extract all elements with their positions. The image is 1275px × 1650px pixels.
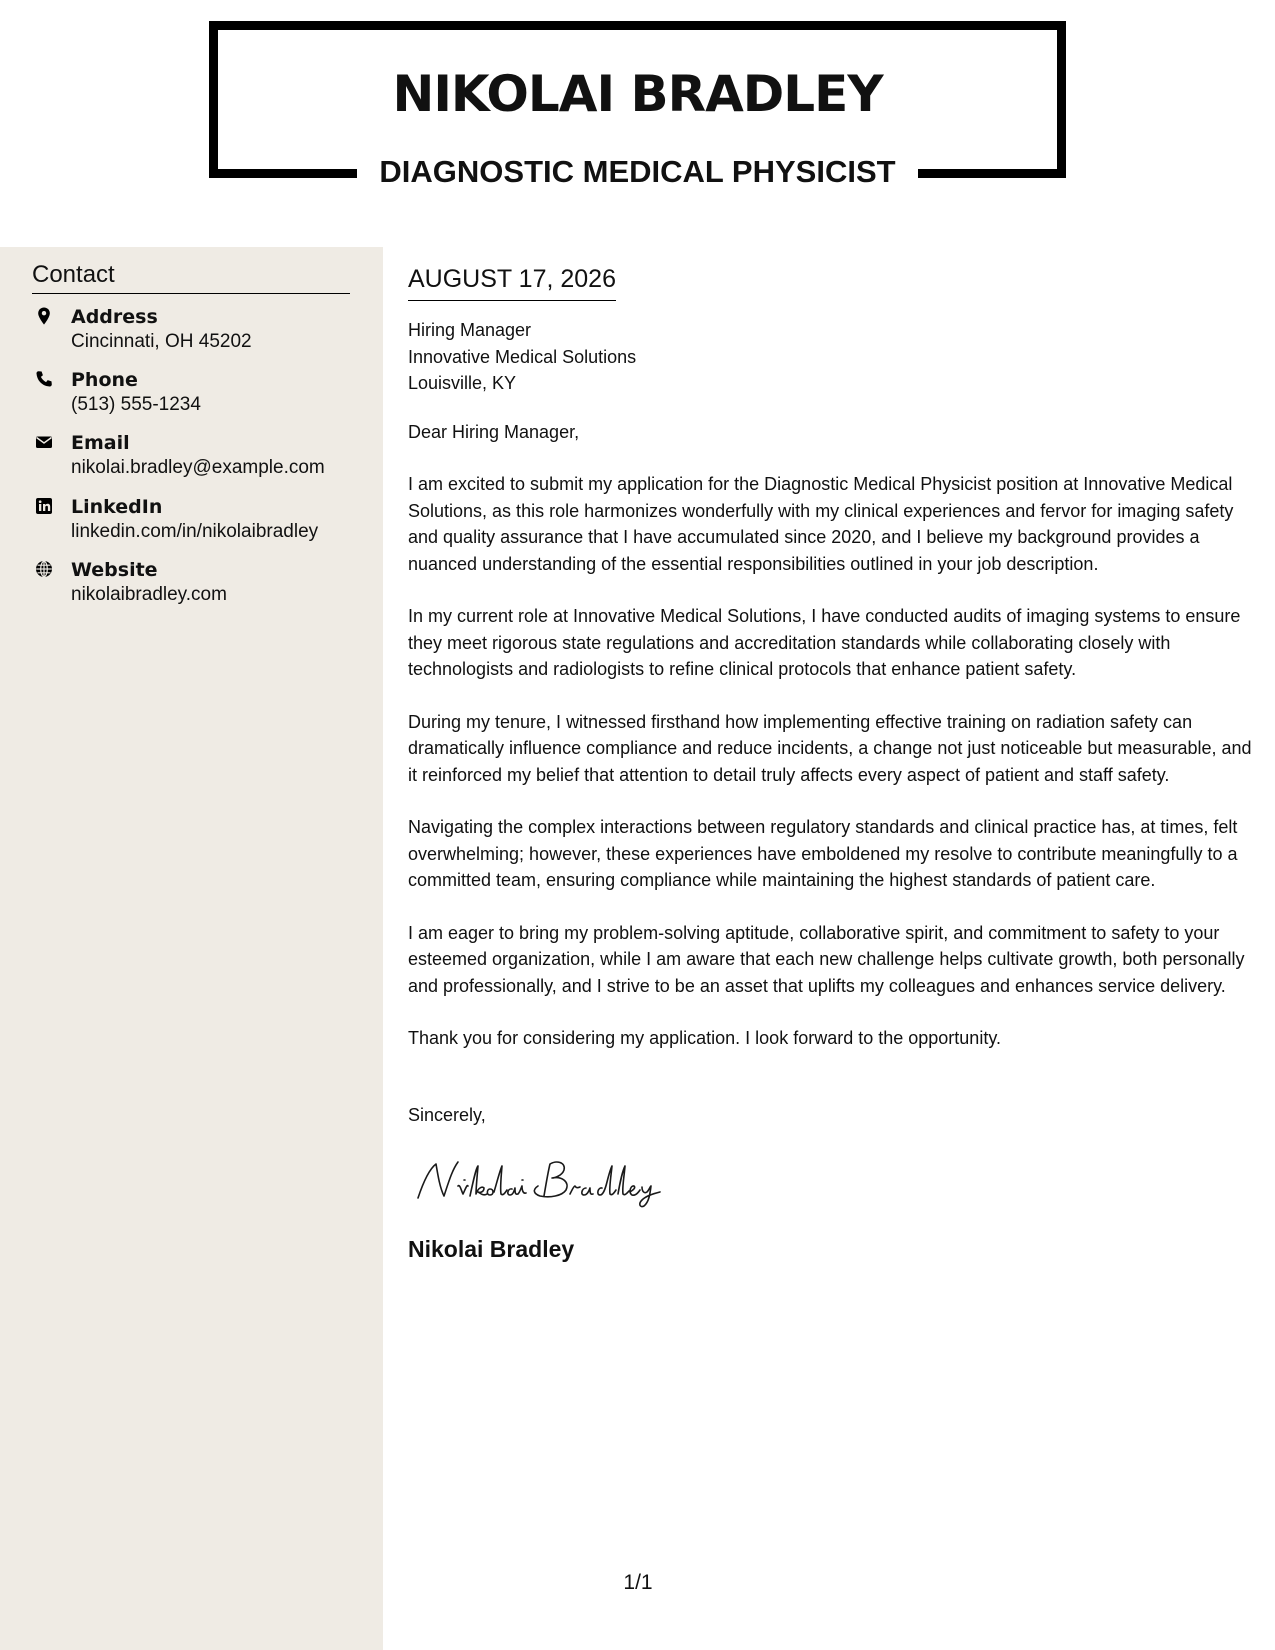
contact-linkedin <box>32 494 372 544</box>
contact-label: Address <box>71 306 158 328</box>
letter-paragraph: I am excited to submit my application for the Diagnostic Medical Physicist position at Innovative Medical Solutions, as this role harmonizes wonderfully with my clinical experiences and fervor for imaging safety and quality assurance that I have accumulated since 2020, and I believe my background provides a nuanced understanding of the essential responsibilities outlined in your job description. <box>408 474 1234 574</box>
letter-date: AUGUST 17, 2026 <box>408 262 616 301</box>
recipient-line: Hiring Manager <box>408 320 532 340</box>
envelope-icon <box>35 433 53 451</box>
contact-label: Email <box>71 432 130 454</box>
salutation: Dear Hiring Manager, <box>408 421 580 442</box>
recipient-block <box>408 317 1253 397</box>
letter-paragraph: I am eager to bring my problem-solving aptitude, collaborative spirit, and commitment to safety to your esteemed organization, while I am aware that each new challenge helps cultivate growth, both personally and professionally, and I strive to be an asset that uplifts my colleagues and enhances service delivery. <box>408 922 1245 996</box>
globe-icon <box>35 560 53 578</box>
contact-label: Website <box>71 559 158 581</box>
letter-paragraph: During my tenure, I witnessed firsthand how implementing effective training on radiation safety can dramatically influence compliance and reduce incidents, a change not just noticeable but measurable, and it reinforced my belief that attention to detail truly affects every aspect of patient and staff safety. <box>408 711 1252 785</box>
contact-value: nikolai.bradley@example.com <box>71 457 325 478</box>
letter-paragraph: In my current role at Innovative Medical Solutions, I have conducted audits of imaging systems to ensure they meet rigorous state regulations and accreditation standards while collaborating closely with technologists and radiologists to refine clinical protocols that enhance patient safety. <box>408 606 1241 679</box>
header-frame-left <box>209 21 218 178</box>
candidate-name: NIKOLAI BRADLEY <box>392 65 883 123</box>
recipient-line: Louisville, KY <box>408 373 517 393</box>
recipient-line: Innovative Medical Solutions <box>408 346 637 367</box>
header-frame-bottom-left <box>209 169 357 178</box>
letter-paragraph: Navigating the complex interactions between regulatory standards and clinical practice has, at times, felt overwhelming; however, these experiences have emboldened my resolve to contribute meaningfully to a committed team, ensuring compliance while maintaining the highest standards of patient care. <box>408 817 1238 890</box>
contact-value: nikolaibradley.com <box>71 584 227 605</box>
letter-paragraph: Thank you for considering my application. I look forward to the opportunity. <box>408 1028 1001 1048</box>
header-frame-bottom-right <box>918 169 1066 178</box>
contact-phone <box>32 367 372 417</box>
contact-heading: Contact <box>32 259 350 294</box>
linkedin-icon <box>35 497 53 515</box>
page-number: 1/1 <box>623 1571 653 1594</box>
contact-website <box>32 557 372 607</box>
header-frame-right <box>1057 21 1066 178</box>
job-title: DIAGNOSTIC MEDICAL PHYSICIST <box>379 154 896 189</box>
contact-label: Phone <box>71 369 138 391</box>
signer-name: Nikolai Bradley <box>408 1236 575 1262</box>
contact-email <box>32 430 372 480</box>
handwritten-signature <box>414 1156 1253 1208</box>
contact-value: Cincinnati, OH 45202 <box>71 331 252 352</box>
contact-address <box>32 304 372 354</box>
contact-value: linkedin.com/in/nikolaibradley <box>71 521 319 542</box>
phone-icon <box>35 370 53 388</box>
closing: Sincerely, <box>408 1104 486 1125</box>
header-frame-top <box>209 21 1066 30</box>
contact-value: (513) 555-1234 <box>71 394 201 415</box>
contact-label: LinkedIn <box>71 496 163 518</box>
header <box>0 0 1275 240</box>
letter-body <box>408 262 1253 1264</box>
map-pin-icon <box>35 307 53 325</box>
